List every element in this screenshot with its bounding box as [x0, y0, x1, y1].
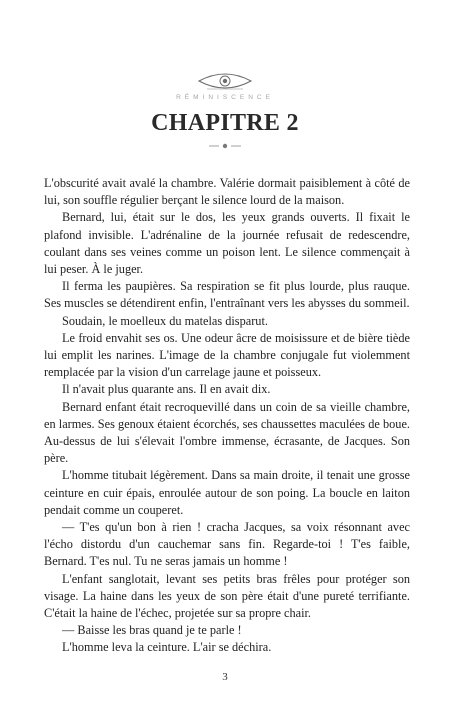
paragraph: Il n'avait plus quarante ans. Il en avait dix.: [62, 382, 271, 397]
paragraph: L'enfant sanglotait, levant ses petits bras frêles pour protéger son visage. La haine dans les yeux de son père était d'une pureté terrifiante. C'était la haine de l'échec, projetée sur sa propre chair.: [44, 571, 410, 621]
paragraph: Il ferma les paupières. Sa respiration se fit plus lourde, plus rauque. Ses muscles se détendirent enfin, l'entraînant vers les abysses du sommeil.: [44, 279, 410, 311]
chapter-body: [44, 175, 410, 657]
paragraph: L'homme titubait légèrement. Dans sa main droite, il tenait une grosse ceinture en cuir épais, enroulée autour de son poing. La boucle en laiton pendait comme un couperet.: [44, 468, 410, 517]
paragraph: Le froid envahit ses os. Une odeur âcre de moisissure et de bière tiède lui emplit les narines. L'image de la chambre conjugale fut violemment remplacée par la vision d'un carrelage jaune et poisseux.: [44, 330, 410, 380]
dialogue-paragraph: — T'es qu'un bon à rien ! cracha Jacques, sa voix résonnant avec l'écho distordu d'un cauchemar sans fin. Regarde-toi ! T'es faible, Bernard. T'es nul. Tu ne seras jamais un homme !: [44, 520, 410, 569]
dialogue-paragraph: — Baisse les bras quand je te parle !: [62, 623, 242, 638]
paragraph: Soudain, le moelleux du matelas disparut.: [62, 313, 268, 328]
page-number: 3: [222, 671, 228, 683]
paragraph: Bernard, lui, était sur le dos, les yeux grands ouverts. Il fixait le plafond invisible. L'adrénaline de la journée refusait de redescendre, coulant dans ses veines comme un poison lent. Le silence commençait à lui peser. À le juger.: [44, 210, 410, 277]
paragraph: L'homme leva la ceinture. L'air se déchira.: [62, 640, 272, 655]
asterisk-divider-icon: [205, 139, 245, 151]
paragraph: Bernard enfant était recroquevillé dans un coin de sa vieille chambre, en larmes. Ses genoux étaient écorchés, ses chaussettes maculées de boue. Au-dessus de lui s'élevait l'ombre immense, écrasante, de Jacques. Son père.: [44, 399, 410, 466]
eye-icon: [197, 69, 253, 93]
section-kicker: RÉMINISCENCE: [176, 94, 274, 101]
paragraph: L'obscurité avait avalé la chambre. Valérie dormait paisiblement à côté de lui, son souffle régulier berçant le silence lourd de la maison.: [44, 176, 410, 208]
chapter-title: CHAPITRE 2: [151, 110, 299, 136]
